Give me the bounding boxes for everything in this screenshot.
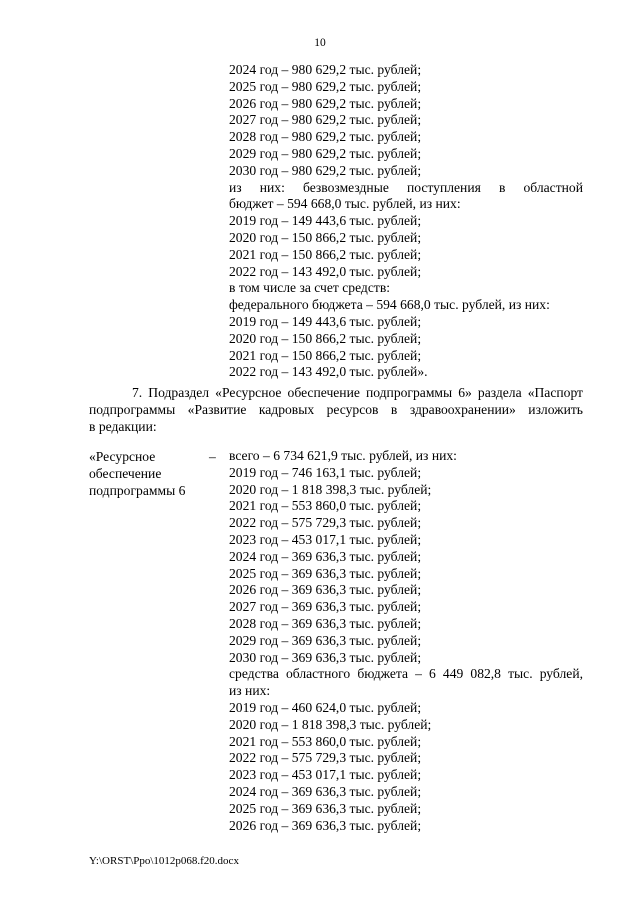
text-line: 2026 год – 369 636,3 тыс. рублей; [229,817,422,833]
text-line: 2030 год – 369 636,3 тыс. рублей; [229,649,422,665]
text-line: в том числе за счет средств: [229,280,391,296]
text-line: 2019 год – 460 624,0 тыс. рублей; [229,699,422,715]
text-line: 2028 год – 980 629,2 тыс. рублей; [229,129,422,145]
text-line: всего – 6 734 621,9 тыс. рублей, из них: [229,448,457,463]
text-line: 7. Подраздел «Ресурсное обеспечение подпрограммы 6» раздела «Паспорт [132,385,583,400]
text-line: 2019 год – 149 443,6 тыс. рублей; [229,213,422,229]
text-line: из них: [229,683,271,699]
text-line: 2022 год – 575 729,3 тыс. рублей; [229,515,422,531]
text-line: 2028 год – 369 636,3 тыс. рублей; [229,615,422,631]
text-line: 2020 год – 1 818 398,3 тыс. рублей; [229,716,432,732]
text-line: 2025 год – 369 636,3 тыс. рублей; [229,800,422,816]
funding-block-continued [229,62,583,381]
text-line: федерального бюджета – 594 668,0 тыс. рублей, из них: [229,297,550,313]
text-line: 2019 год – 149 443,6 тыс. рублей; [229,313,422,329]
text-line: 2024 год – 369 636,3 тыс. рублей; [229,548,422,564]
text-line: обеспечение [89,466,162,481]
text-line: 2021 год – 150 866,2 тыс. рублей; [229,246,422,262]
text-line: 2025 год – 369 636,3 тыс. рублей; [229,565,422,581]
text-line: 2024 год – 369 636,3 тыс. рублей; [229,783,422,799]
text-line: 2027 год – 980 629,2 тыс. рублей; [229,112,422,128]
text-line: средства областного бюджета – 6 449 082,8 тыс. рублей, [229,666,583,682]
text-line: 2026 год – 369 636,3 тыс. рублей; [229,582,422,598]
text-line: 2020 год – 150 866,2 тыс. рублей; [229,330,422,346]
text-line: 2023 год – 453 017,1 тыс. рублей; [229,767,422,783]
text-line: 2022 год – 143 492,0 тыс. рублей». [229,364,428,380]
paragraph-7 [89,384,583,435]
text-line: 2020 год – 150 866,2 тыс. рублей; [229,229,422,245]
label-dash: – [209,449,216,464]
text-line: из них: безвозмездные поступления в областной [229,179,583,195]
text-line: 2021 год – 553 860,0 тыс. рублей; [229,498,422,514]
text-line: 2024 год – 980 629,2 тыс. рублей; [229,62,422,77]
text-line: 2022 год – 143 492,0 тыс. рублей; [229,263,422,279]
text-line: 2026 год – 980 629,2 тыс. рублей; [229,95,422,111]
resource-funding-block [229,448,583,834]
text-line: подпрограммы 6 [89,483,186,498]
text-line: 2027 год – 369 636,3 тыс. рублей; [229,599,422,615]
text-line: в редакции: [89,419,157,434]
text-line: 2023 год – 453 017,1 тыс. рублей; [229,531,422,547]
text-line: 2022 год – 575 729,3 тыс. рублей; [229,750,422,766]
text-line: «Ресурсное [89,449,156,464]
text-line: 2021 год – 553 860,0 тыс. рублей; [229,733,422,749]
text-line: 2029 год – 369 636,3 тыс. рублей; [229,632,422,648]
text-line: 2020 год – 1 818 398,3 тыс. рублей; [229,481,432,497]
section-label [89,448,199,499]
text-line: бюджет – 594 668,0 тыс. рублей, из них: [229,196,461,212]
file-path-footer: Y:\ORST\Ppo\1012p068.f20.docx [89,855,239,867]
text-line: 2019 год – 746 163,1 тыс. рублей; [229,464,422,480]
text-line: 2025 год – 980 629,2 тыс. рублей; [229,78,422,94]
page-number: 10 [314,37,326,49]
text-line: 2029 год – 980 629,2 тыс. рублей; [229,145,422,161]
text-line: 2030 год – 980 629,2 тыс. рублей; [229,162,422,178]
text-line: 2021 год – 150 866,2 тыс. рублей; [229,347,422,363]
text-line: подпрограммы «Развитие кадровых ресурсов в здравоохранении» изложить [89,402,583,417]
